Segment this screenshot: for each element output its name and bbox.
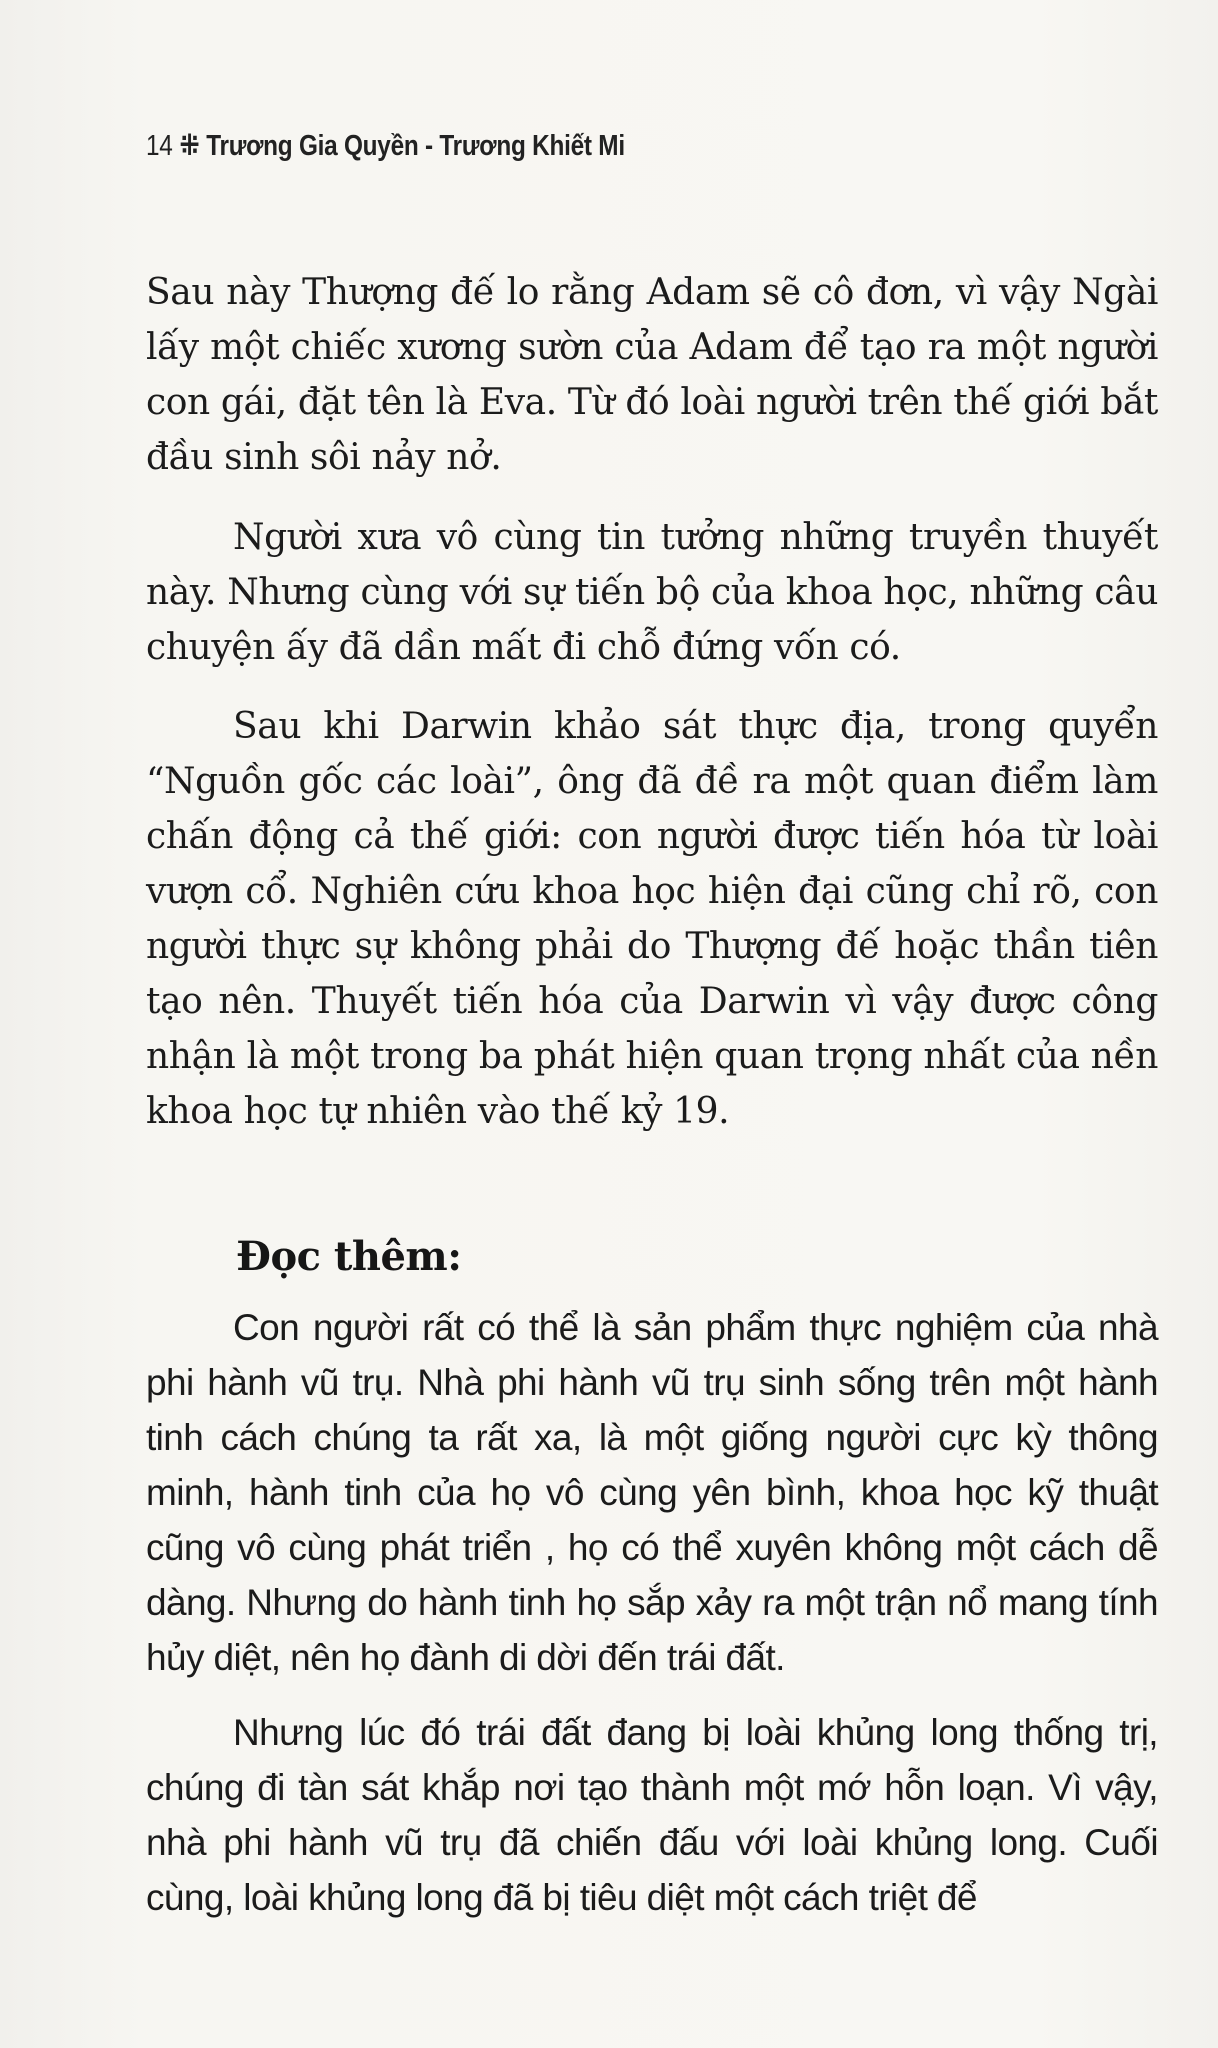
paragraph-text: Nhưng lúc đó trái đất đang bị loài khủng long thống trị, chúng đi tàn sát khắp nơi tạo thành một mớ hỗn loạn. Vì vậy, nhà phi hành vũ trụ đã chiến đấu với loài khủng long. Cuối cùng, loài khủng long đã bị tiêu diệt một cách triệt để: [146, 1712, 1158, 1918]
book-authors: Trương Gia Quyền - Trương Khiết Mi: [206, 130, 625, 162]
page-number: 14: [146, 130, 173, 162]
paragraph-adam-eva: [146, 265, 1158, 485]
running-header: [146, 128, 625, 163]
further-reading-paragraph-2: [146, 1705, 1158, 1925]
separator-ornament: ⁜: [179, 130, 200, 162]
paragraph-darwin: [146, 699, 1158, 1139]
paragraph-text: Con người rất có thể là sản phẩm thực nghiệm của nhà phi hành vũ trụ. Nhà phi hành vũ trụ sinh sống trên một hành tinh cách chúng ta rất xa, là một giống người cực kỳ thông minh, hành tinh của họ vô cùng yên bình, khoa học kỹ thuật cũng vô cùng phát triển , họ có thể xuyên không một cách dễ dàng. Nhưng do hành tinh họ sắp xảy ra một trận nổ mang tính hủy diệt, nên họ đành di dời đến trái đất.: [146, 1307, 1158, 1678]
further-reading-title: Đọc thêm:: [236, 1233, 462, 1280]
further-reading-paragraph-1: [146, 1300, 1158, 1685]
paragraph-text: Người xưa vô cùng tin tưởng những truyền thuyết này. Nhưng cùng với sự tiến bộ của khoa học, những câu chuyện ấy đã dần mất đi chỗ đứng vốn có.: [146, 517, 1158, 668]
paragraph-text: Sau này Thượng đế lo rằng Adam sẽ cô đơn, vì vậy Ngài lấy một chiếc xương sườn của Adam để tạo ra một người con gái, đặt tên là Eva. Từ đó loài người trên thế giới bắt đầu sinh sôi nảy nở.: [146, 272, 1158, 478]
paragraph-legends: [146, 510, 1158, 675]
paragraph-text: Sau khi Darwin khảo sát thực địa, trong quyển “Nguồn gốc các loài”, ông đã đề ra một quan điểm làm chấn động cả thế giới: con người được tiến hóa từ loài vượn cổ. Nghiên cứu khoa học hiện đại cũng chỉ rõ, con người thực sự không phải do Thượng đế hoặc thần tiên tạo nên. Thuyết tiến hóa của Darwin vì vậy được công nhận là một trong ba phát hiện quan trọng nhất của nền khoa học tự nhiên vào thế kỷ 19.: [146, 706, 1158, 1132]
